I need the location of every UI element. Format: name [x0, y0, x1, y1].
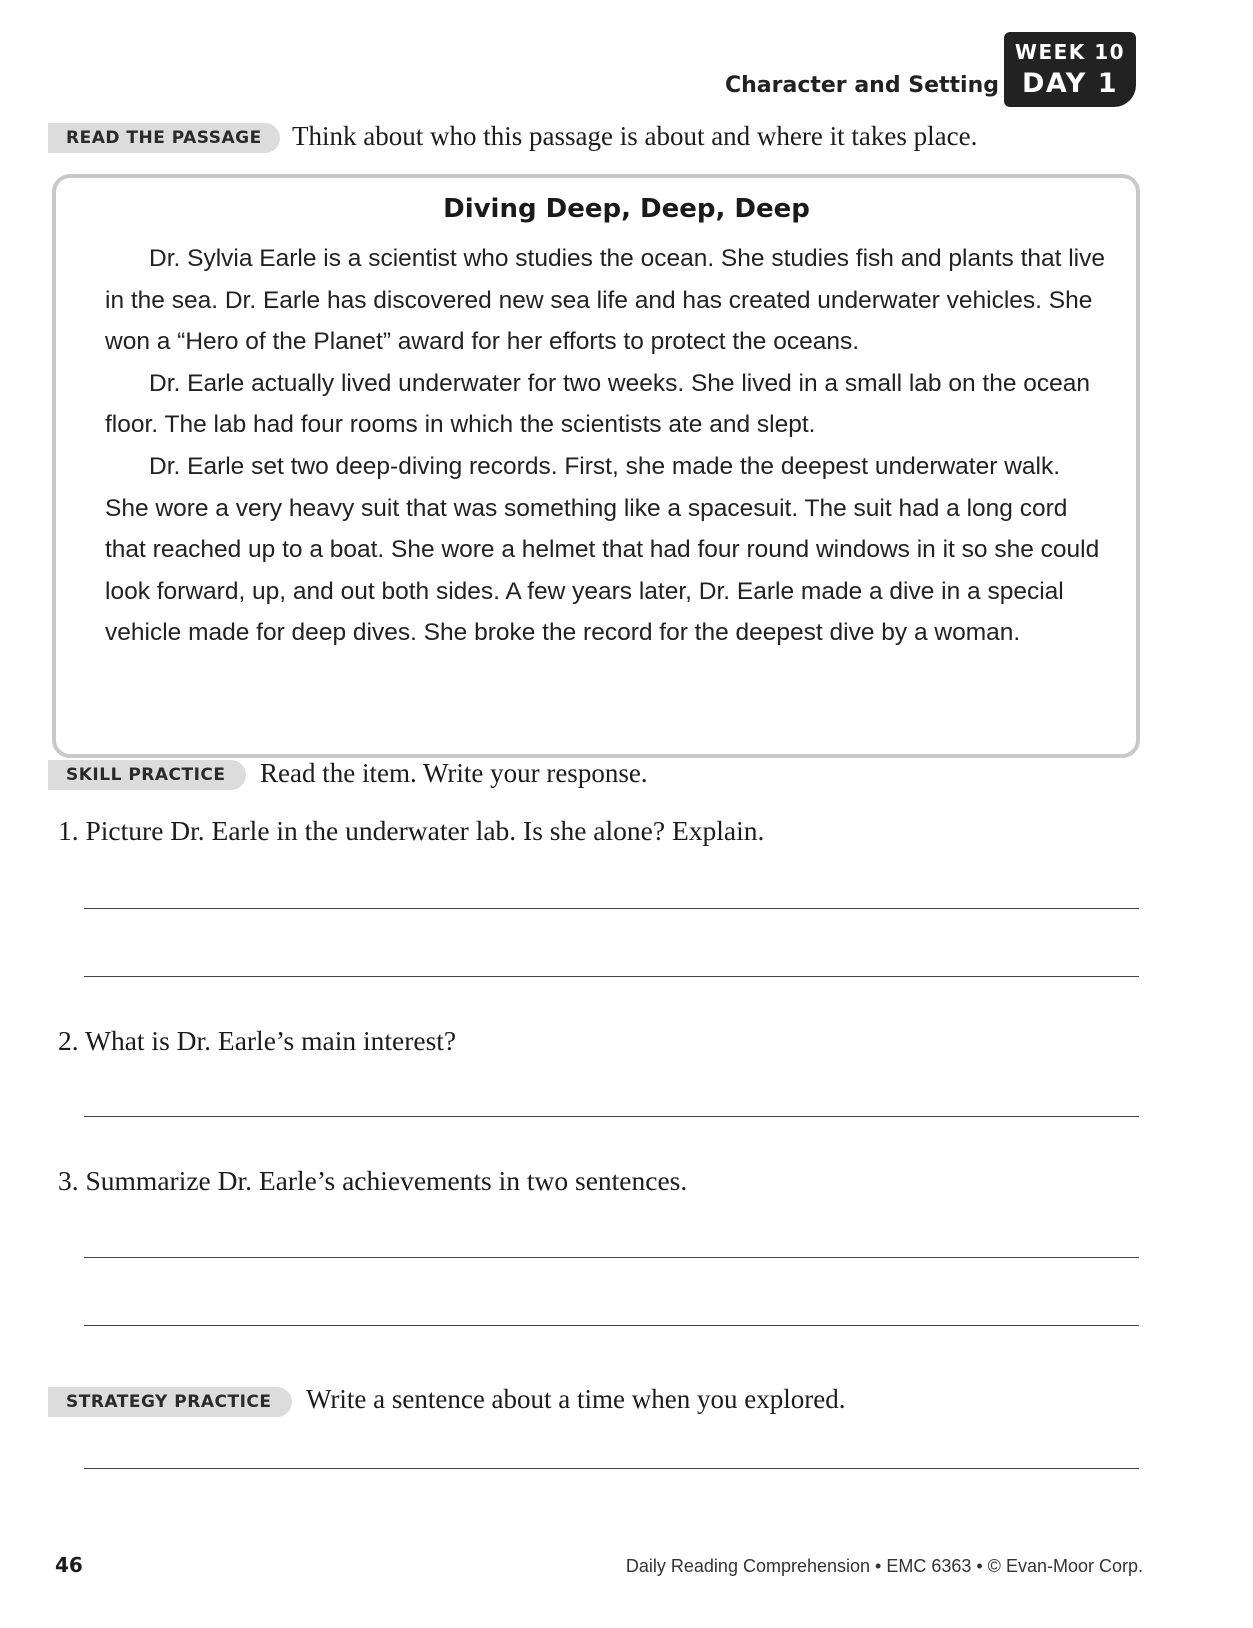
answer-line[interactable]: [84, 976, 1139, 977]
read-passage-label: READ THE PASSAGE: [48, 123, 280, 153]
answer-line[interactable]: [84, 1257, 1139, 1258]
strategy-practice-label: STRATEGY PRACTICE: [48, 1387, 292, 1417]
read-passage-instruction: Think about who this passage is about and where it takes place.: [292, 121, 978, 151]
answer-line[interactable]: [84, 1468, 1139, 1469]
passage-paragraph: Dr. Sylvia Earle is a scientist who studies the ocean. She studies fish and plants that live in the sea. Dr. Earle has discovered new sea life and has created underwater vehicles. She won a “Hero of the Planet” award for her efforts to protect the oceans.: [105, 245, 1106, 356]
question-1: 1. Picture Dr. Earle in the underwater lab. Is she alone? Explain.: [58, 815, 765, 846]
week-label: WEEK 10: [1014, 40, 1126, 64]
page-number: 46: [55, 1553, 83, 1577]
day-label: DAY 1: [1022, 68, 1118, 99]
answer-line[interactable]: [84, 1116, 1139, 1117]
question-3: 3. Summarize Dr. Earle’s achievements in two sentences.: [58, 1165, 688, 1196]
skill-practice-instruction: Read the item. Write your response.: [260, 758, 648, 788]
answer-line[interactable]: [84, 908, 1139, 909]
skill-practice-label: SKILL PRACTICE: [48, 760, 246, 790]
week-day-tab: [1004, 32, 1136, 107]
answer-line[interactable]: [84, 1325, 1139, 1326]
question-2: 2. What is Dr. Earle’s main interest?: [58, 1025, 457, 1056]
passage-paragraph: Dr. Earle actually lived underwater for two weeks. She lived in a small lab on the ocean floor. The lab had four rooms in which the scientists ate and slept.: [105, 369, 1091, 439]
passage-paragraph: Dr. Earle set two deep-diving records. First, she made the deepest underwater walk. She wore a very heavy suit that was something like a spacesuit. The suit had a long cord that reached up to a boat. She wore a helmet that had four round windows in it so she could look forward, up, and out both sides. A few years later, Dr. Earle made a dive in a special vehicle made for deep dives. She broke the record for the deepest dive by a woman.: [105, 452, 1100, 647]
footer-credit: Daily Reading Comprehension • EMC 6363 • © Evan-Moor Corp.: [625, 1556, 1143, 1576]
passage-body: [105, 238, 1105, 654]
skill-title: Character and Setting: [724, 73, 999, 98]
passage-title: Diving Deep, Deep, Deep: [443, 194, 810, 224]
strategy-practice-instruction: Write a sentence about a time when you explored.: [306, 1384, 846, 1414]
